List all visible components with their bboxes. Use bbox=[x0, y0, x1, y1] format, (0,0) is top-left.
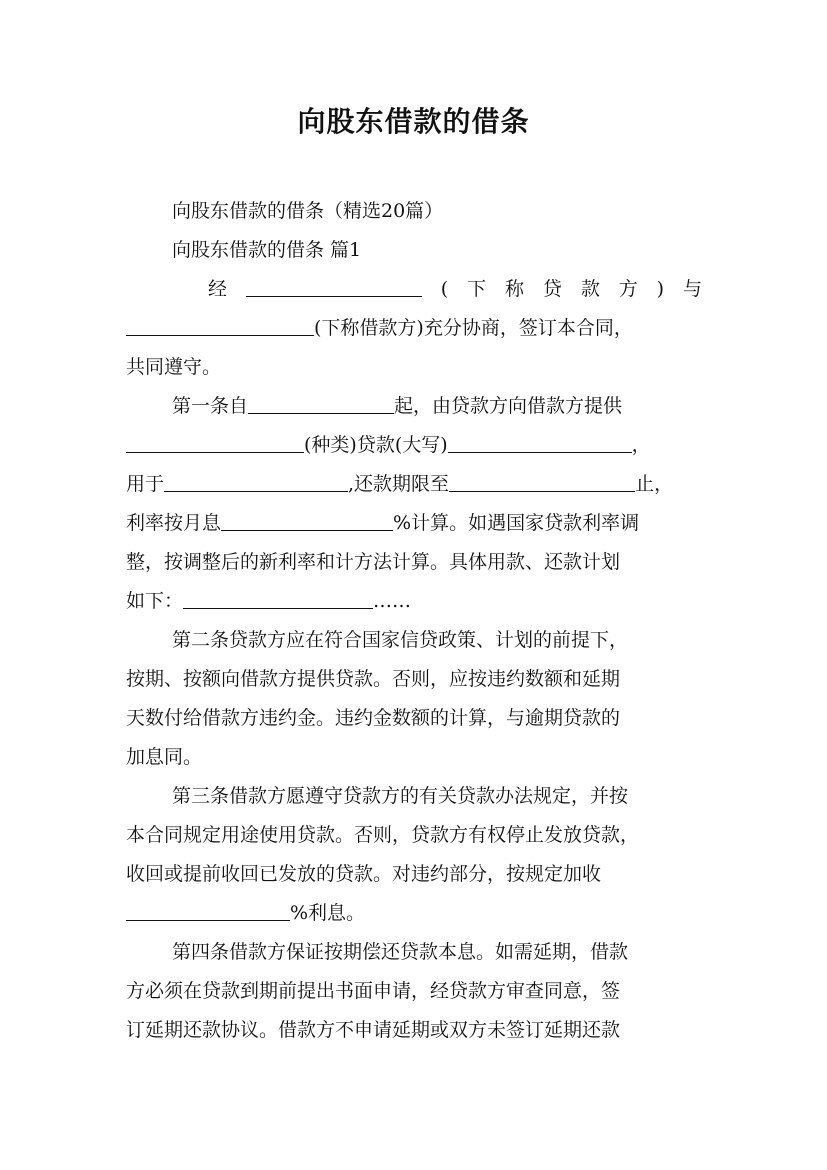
amount-blank bbox=[448, 430, 632, 453]
preamble-line-3: 共同遵守。 bbox=[126, 356, 222, 378]
repayment-plan-blank bbox=[183, 586, 373, 609]
article-4-line-1: 第四条借款方保证按期偿还贷款本息。如需延期，借款 bbox=[172, 941, 629, 963]
lender-blank bbox=[246, 274, 422, 297]
article-2-line-3: 天数付给借款方违约金。违约金数额的计算，与逾期贷款的 bbox=[126, 707, 621, 729]
purpose-blank bbox=[164, 469, 348, 492]
loan-type-blank bbox=[126, 430, 304, 453]
article-3-line-2: 本合同规定用途使用贷款。否则，贷款方有权停止发放贷款， bbox=[126, 824, 640, 846]
article-4-line-3: 订延期还款协议。借款方不申请延期或双方未签订延期还款 bbox=[126, 1019, 621, 1041]
article-3-line-4: %利息。 bbox=[126, 898, 702, 928]
due-date-blank bbox=[449, 469, 635, 492]
article-1-line-1: 第一条自 起，由贷款方向借款方提供 bbox=[172, 391, 702, 421]
article-1-line-6: 如下： …… bbox=[126, 586, 702, 616]
preamble-line-2: (下称借款方)充分协商，签订本合同， bbox=[126, 313, 702, 343]
article-1-line-4: 利率按月息 %计算。如遇国家贷款利率调 bbox=[126, 508, 702, 538]
article-2-line-1: 第二条贷款方应在符合国家信贷政策、计划的前提下， bbox=[172, 629, 629, 651]
borrower-blank bbox=[126, 313, 314, 336]
penalty-rate-blank bbox=[126, 898, 290, 921]
document-title: 向股东借款的借条 bbox=[297, 105, 530, 138]
subtitle: 向股东借款的借条（精选20篇） bbox=[172, 200, 444, 222]
article-4-line-2: 方必须在贷款到期前提出书面申请，经贷款方审查同意，签 bbox=[126, 980, 621, 1002]
article-1-line-3: 用于 ,还款期限至 止， bbox=[126, 469, 702, 499]
article-2-line-2: 按期、按额向借款方提供贷款。否则，应按违约数额和延期 bbox=[126, 668, 621, 690]
preamble-line-1: 经 ( 下 称 贷 款 方 ) 与 bbox=[208, 274, 702, 304]
start-date-blank bbox=[248, 391, 394, 414]
section-heading: 向股东借款的借条 篇1 bbox=[172, 239, 362, 261]
article-3-line-3: 收回或提前收回已发放的贷款。对违约部分，按规定加收 bbox=[126, 863, 602, 885]
article-2-line-4: 加息同。 bbox=[126, 746, 203, 768]
article-3-line-1: 第三条借款方愿遵守贷款方的有关贷款办法规定，并按 bbox=[172, 785, 629, 807]
interest-rate-blank bbox=[221, 508, 393, 531]
article-1-line-5: 整，按调整后的新利率和计方法计算。具体用款、还款计划 bbox=[126, 551, 621, 573]
article-1-line-2: (种类)贷款(大写) ， bbox=[126, 430, 702, 460]
